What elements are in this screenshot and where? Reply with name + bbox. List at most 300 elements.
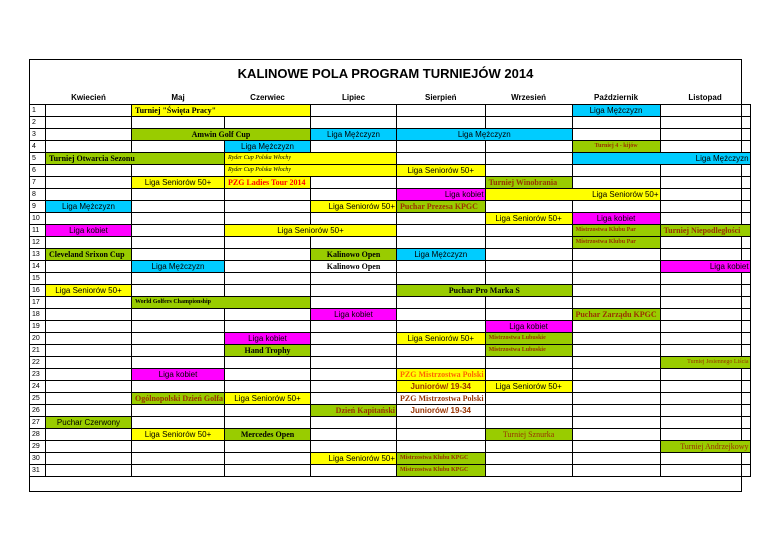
- empty-cell: [311, 440, 397, 452]
- event-cell: Amwin Golf Cup: [132, 128, 311, 140]
- event-cell: Liga kobiet: [485, 320, 572, 332]
- empty-cell: [311, 236, 397, 248]
- empty-cell: [311, 140, 397, 152]
- row-number: 12: [30, 236, 46, 248]
- event-cell: Turniej Otwarcia Sezonu: [46, 152, 225, 164]
- event-cell: Liga Mężczyzn: [225, 140, 311, 152]
- empty-cell: [397, 428, 486, 440]
- table-row: [30, 296, 751, 308]
- row-number: 3: [30, 128, 46, 140]
- empty-cell: [311, 356, 397, 368]
- empty-cell: [225, 212, 311, 224]
- row-number: 16: [30, 284, 46, 296]
- empty-cell: [46, 260, 132, 272]
- empty-cell: [485, 440, 572, 452]
- empty-cell: [485, 104, 572, 116]
- row-number: 19: [30, 320, 46, 332]
- empty-cell: [311, 272, 397, 284]
- empty-cell: [397, 140, 486, 152]
- empty-cell: [397, 212, 486, 224]
- schedule-table: [29, 92, 751, 477]
- table-row: [30, 140, 751, 152]
- row-number: 15: [30, 272, 46, 284]
- month-header: Wrzesień: [511, 93, 547, 103]
- empty-cell: [485, 200, 572, 212]
- month-header: Listopad: [688, 93, 722, 103]
- table-row: [30, 464, 751, 476]
- event-cell: Liga Seniorów 50+: [132, 428, 225, 440]
- event-cell: Liga kobiet: [311, 308, 397, 320]
- empty-cell: [572, 272, 660, 284]
- empty-cell: [132, 164, 225, 176]
- row-number: 2: [30, 116, 46, 128]
- empty-cell: [397, 176, 486, 188]
- event-cell: Turniej 4 - kijów: [572, 140, 660, 152]
- event-cell: Liga Seniorów 50+: [311, 452, 397, 464]
- empty-cell: [132, 344, 225, 356]
- empty-cell: [572, 368, 660, 380]
- empty-cell: [660, 140, 750, 152]
- empty-cell: [572, 176, 660, 188]
- empty-cell: [397, 416, 486, 428]
- empty-cell: [46, 164, 132, 176]
- event-cell: Liga Seniorów 50+: [311, 200, 397, 212]
- empty-cell: [572, 248, 660, 260]
- empty-cell: [572, 284, 660, 296]
- event-cell: Liga Mężczyzn: [572, 152, 750, 164]
- table-row: [30, 320, 751, 332]
- event-cell: Liga kobiet: [660, 260, 750, 272]
- empty-cell: [572, 260, 660, 272]
- empty-cell: [132, 284, 225, 296]
- empty-cell: [46, 296, 132, 308]
- empty-cell: [660, 368, 750, 380]
- row-number: 23: [30, 368, 46, 380]
- empty-cell: [225, 440, 311, 452]
- empty-cell: [46, 104, 132, 116]
- table-row: [30, 452, 751, 464]
- row-number: 18: [30, 308, 46, 320]
- empty-cell: [572, 440, 660, 452]
- empty-cell: [311, 212, 397, 224]
- table-row: [30, 176, 751, 188]
- empty-cell: [132, 116, 225, 128]
- empty-cell: [132, 200, 225, 212]
- empty-cell: [572, 332, 660, 344]
- empty-cell: [660, 428, 750, 440]
- empty-cell: [225, 404, 311, 416]
- corner-cell: [30, 92, 46, 104]
- empty-cell: [485, 152, 572, 164]
- empty-cell: [397, 272, 486, 284]
- empty-cell: [132, 308, 225, 320]
- empty-cell: [660, 284, 750, 296]
- empty-cell: [572, 452, 660, 464]
- table-row: [30, 332, 751, 344]
- empty-cell: [572, 416, 660, 428]
- event-cell: Mercedes Open: [225, 428, 311, 440]
- month-header-row: [30, 92, 751, 104]
- empty-cell: [225, 116, 311, 128]
- empty-cell: [397, 440, 486, 452]
- table-row: [30, 212, 751, 224]
- event-cell: Turniej Sznurka: [485, 428, 572, 440]
- event-cell: Liga kobiet: [132, 368, 225, 380]
- empty-cell: [660, 392, 750, 404]
- event-cell: Turniej Andrzejkowy: [660, 440, 750, 452]
- empty-cell: [572, 320, 660, 332]
- event-cell: Liga Seniorów 50+: [397, 164, 486, 176]
- table-row: [30, 272, 751, 284]
- empty-cell: [225, 272, 311, 284]
- empty-cell: [46, 272, 132, 284]
- empty-cell: [485, 140, 572, 152]
- empty-cell: [572, 464, 660, 476]
- empty-cell: [660, 296, 750, 308]
- empty-cell: [132, 272, 225, 284]
- empty-cell: [46, 464, 132, 476]
- empty-cell: [225, 308, 311, 320]
- empty-cell: [132, 416, 225, 428]
- event-cell: PZG Ladies Tour 2014: [225, 176, 311, 188]
- table-row: [30, 152, 751, 164]
- empty-cell: [397, 104, 486, 116]
- empty-cell: [46, 116, 132, 128]
- empty-cell: [572, 116, 660, 128]
- event-cell: Liga Seniorów 50+: [46, 284, 132, 296]
- empty-cell: [572, 356, 660, 368]
- empty-cell: [660, 272, 750, 284]
- table-row: [30, 164, 751, 176]
- empty-cell: [132, 464, 225, 476]
- empty-cell: [660, 212, 750, 224]
- empty-cell: [572, 380, 660, 392]
- event-cell: Ryder Cup Polska Włochy: [225, 152, 397, 164]
- empty-cell: [660, 332, 750, 344]
- empty-cell: [311, 380, 397, 392]
- table-row: [30, 104, 751, 116]
- empty-cell: [132, 320, 225, 332]
- empty-cell: [132, 224, 225, 236]
- event-cell: Liga kobiet: [397, 188, 486, 200]
- empty-cell: [485, 164, 572, 176]
- empty-cell: [485, 356, 572, 368]
- empty-cell: [46, 176, 132, 188]
- row-number: 14: [30, 260, 46, 272]
- empty-cell: [660, 248, 750, 260]
- table-row: [30, 224, 751, 236]
- event-cell: Kalinowo Open: [311, 248, 397, 260]
- empty-cell: [485, 260, 572, 272]
- empty-cell: [225, 416, 311, 428]
- empty-cell: [485, 116, 572, 128]
- empty-cell: [46, 392, 132, 404]
- event-cell: Mistrzostwa Klubu Par: [572, 224, 660, 236]
- empty-cell: [485, 404, 572, 416]
- row-number: 21: [30, 344, 46, 356]
- empty-cell: [311, 176, 397, 188]
- empty-cell: [397, 260, 486, 272]
- empty-cell: [660, 128, 750, 140]
- table-row: [30, 356, 751, 368]
- event-cell: PZG Mistrzostwa Polski: [397, 392, 486, 404]
- empty-cell: [572, 404, 660, 416]
- empty-cell: [46, 404, 132, 416]
- row-number: 27: [30, 416, 46, 428]
- event-cell: World Golfers Championship: [132, 296, 311, 308]
- empty-cell: [132, 332, 225, 344]
- empty-cell: [660, 344, 750, 356]
- empty-cell: [572, 392, 660, 404]
- empty-cell: [46, 380, 132, 392]
- empty-cell: [132, 452, 225, 464]
- empty-cell: [311, 104, 397, 116]
- table-row: [30, 128, 751, 140]
- event-cell: Mistrzostwa Klubu KPGC: [397, 452, 486, 464]
- empty-cell: [46, 140, 132, 152]
- empty-cell: [660, 452, 750, 464]
- empty-cell: [485, 416, 572, 428]
- table-row: [30, 380, 751, 392]
- row-number: 30: [30, 452, 46, 464]
- empty-cell: [660, 404, 750, 416]
- empty-cell: [572, 128, 660, 140]
- empty-cell: [311, 416, 397, 428]
- table-row: [30, 344, 751, 356]
- empty-cell: [311, 464, 397, 476]
- empty-cell: [485, 236, 572, 248]
- row-number: 29: [30, 440, 46, 452]
- empty-cell: [311, 188, 397, 200]
- empty-cell: [132, 236, 225, 248]
- empty-cell: [132, 404, 225, 416]
- empty-cell: [225, 188, 311, 200]
- row-number: 13: [30, 248, 46, 260]
- table-row: [30, 284, 751, 296]
- empty-cell: [660, 416, 750, 428]
- event-cell: Liga Seniorów 50+: [485, 380, 572, 392]
- empty-cell: [397, 224, 486, 236]
- row-number: 22: [30, 356, 46, 368]
- empty-cell: [660, 464, 750, 476]
- month-header: Sierpień: [425, 93, 457, 103]
- empty-cell: [132, 140, 225, 152]
- table-row: [30, 416, 751, 428]
- table-row: [30, 248, 751, 260]
- empty-cell: [225, 464, 311, 476]
- empty-cell: [485, 296, 572, 308]
- empty-cell: [225, 260, 311, 272]
- month-header: Kwiecień: [71, 93, 106, 103]
- table-row: [30, 308, 751, 320]
- event-cell: Kalinowo Open: [311, 260, 397, 272]
- event-cell: Juniorów/ 19-34: [397, 380, 486, 392]
- empty-cell: [225, 248, 311, 260]
- event-cell: Liga Seniorów 50+: [397, 332, 486, 344]
- event-cell: Liga Seniorów 50+: [225, 224, 397, 236]
- empty-cell: [132, 356, 225, 368]
- row-number: 25: [30, 392, 46, 404]
- row-number: 26: [30, 404, 46, 416]
- table-row: [30, 260, 751, 272]
- empty-cell: [225, 368, 311, 380]
- empty-cell: [397, 344, 486, 356]
- event-cell: Puchar Pro Marka S: [397, 284, 573, 296]
- empty-cell: [572, 428, 660, 440]
- empty-cell: [397, 296, 486, 308]
- event-cell: Liga Mężczyzn: [397, 128, 573, 140]
- empty-cell: [311, 344, 397, 356]
- empty-cell: [46, 452, 132, 464]
- empty-cell: [46, 368, 132, 380]
- empty-cell: [485, 464, 572, 476]
- event-cell: Liga Seniorów 50+: [485, 188, 660, 200]
- event-cell: Liga kobiet: [225, 332, 311, 344]
- month-header: Lipiec: [341, 93, 366, 103]
- table-row: [30, 236, 751, 248]
- empty-cell: [311, 428, 397, 440]
- event-cell: Liga Seniorów 50+: [485, 212, 572, 224]
- empty-cell: [311, 392, 397, 404]
- empty-cell: [485, 452, 572, 464]
- empty-cell: [311, 332, 397, 344]
- empty-cell: [397, 356, 486, 368]
- event-cell: Liga Seniorów 50+: [132, 176, 225, 188]
- empty-cell: [225, 320, 311, 332]
- event-cell: Ogólnopolski Dzień Golfa: [132, 392, 225, 404]
- row-number: 6: [30, 164, 46, 176]
- event-cell: Liga kobiet: [572, 212, 660, 224]
- month-header: Październik: [594, 93, 639, 103]
- row-number: 8: [30, 188, 46, 200]
- empty-cell: [132, 212, 225, 224]
- empty-cell: [485, 224, 572, 236]
- empty-cell: [485, 308, 572, 320]
- event-cell: Juniorów/ 19-34: [397, 404, 486, 416]
- event-cell: Cleveland Srixon Cup: [46, 248, 132, 260]
- row-number: 7: [30, 176, 46, 188]
- empty-cell: [660, 320, 750, 332]
- empty-cell: [397, 236, 486, 248]
- empty-cell: [311, 320, 397, 332]
- empty-cell: [46, 428, 132, 440]
- empty-cell: [132, 380, 225, 392]
- event-cell: Liga Mężczyzn: [132, 260, 225, 272]
- empty-cell: [46, 320, 132, 332]
- empty-cell: [397, 308, 486, 320]
- empty-cell: [132, 188, 225, 200]
- empty-cell: [225, 284, 311, 296]
- empty-cell: [485, 392, 572, 404]
- event-cell: Puchar Czerwony: [46, 416, 132, 428]
- empty-cell: [660, 200, 750, 212]
- empty-cell: [46, 188, 132, 200]
- row-number: 24: [30, 380, 46, 392]
- page-title: KALINOWE POLA PROGRAM TURNIEJÓW 2014: [237, 66, 534, 81]
- event-cell: Liga Seniorów 50+: [225, 392, 311, 404]
- row-number: 5: [30, 152, 46, 164]
- event-cell: Liga Mężczyzn: [397, 248, 486, 260]
- empty-cell: [660, 380, 750, 392]
- empty-cell: [311, 296, 397, 308]
- event-cell: Turniej "Święta Pracy": [132, 104, 311, 116]
- table-row: [30, 404, 751, 416]
- month-header: Maj: [171, 93, 185, 103]
- empty-cell: [311, 368, 397, 380]
- empty-cell: [225, 236, 311, 248]
- event-cell: Turniej Winobrania: [485, 176, 572, 188]
- empty-cell: [572, 164, 660, 176]
- row-number: 9: [30, 200, 46, 212]
- empty-cell: [660, 176, 750, 188]
- event-cell: Dzień Kapitański: [311, 404, 397, 416]
- event-cell: Mistrzostwa Lubuskie: [485, 344, 572, 356]
- empty-cell: [485, 272, 572, 284]
- empty-cell: [46, 308, 132, 320]
- event-cell: Mistrzostwa Lubuskie: [485, 332, 572, 344]
- table-row: [30, 428, 751, 440]
- table-row: [30, 440, 751, 452]
- row-number: 11: [30, 224, 46, 236]
- empty-cell: [132, 248, 225, 260]
- empty-cell: [660, 164, 750, 176]
- event-cell: Liga Mężczyzn: [311, 128, 397, 140]
- row-number: 28: [30, 428, 46, 440]
- empty-cell: [225, 452, 311, 464]
- empty-cell: [311, 116, 397, 128]
- row-number: 10: [30, 212, 46, 224]
- empty-cell: [46, 212, 132, 224]
- empty-cell: [397, 152, 486, 164]
- empty-cell: [660, 308, 750, 320]
- row-number: 4: [30, 140, 46, 152]
- empty-cell: [572, 296, 660, 308]
- event-cell: Ryder Cup Polska Włochy: [225, 164, 397, 176]
- empty-cell: [311, 284, 397, 296]
- table-row: [30, 392, 751, 404]
- empty-cell: [46, 440, 132, 452]
- table-row: [30, 116, 751, 128]
- empty-cell: [572, 200, 660, 212]
- event-cell: Liga Mężczyzn: [46, 200, 132, 212]
- month-header: Czerwiec: [250, 93, 285, 103]
- row-number: 17: [30, 296, 46, 308]
- empty-cell: [225, 356, 311, 368]
- empty-cell: [397, 116, 486, 128]
- empty-cell: [132, 440, 225, 452]
- event-cell: PZG Mistrzostwa Polski: [397, 368, 486, 380]
- event-cell: Puchar Prezesa KPGC: [397, 200, 486, 212]
- empty-cell: [660, 236, 750, 248]
- event-cell: Liga kobiet: [46, 224, 132, 236]
- empty-cell: [46, 128, 132, 140]
- event-cell: Puchar Zarządu KPGC: [572, 308, 660, 320]
- empty-cell: [225, 380, 311, 392]
- event-cell: Mistrzostwa Klubu KPGC: [397, 464, 486, 476]
- event-cell: Mistrzostwa Klubu Par: [572, 236, 660, 248]
- event-cell: Hand Trophy: [225, 344, 311, 356]
- empty-cell: [46, 236, 132, 248]
- row-number: 1: [30, 104, 46, 116]
- empty-cell: [485, 368, 572, 380]
- empty-cell: [485, 248, 572, 260]
- row-number: 31: [30, 464, 46, 476]
- empty-cell: [572, 344, 660, 356]
- event-cell: Turniej Jesiennego Liścia: [660, 356, 750, 368]
- event-cell: Turniej Niepodległości: [660, 224, 750, 236]
- empty-cell: [660, 116, 750, 128]
- table-row: [30, 200, 751, 212]
